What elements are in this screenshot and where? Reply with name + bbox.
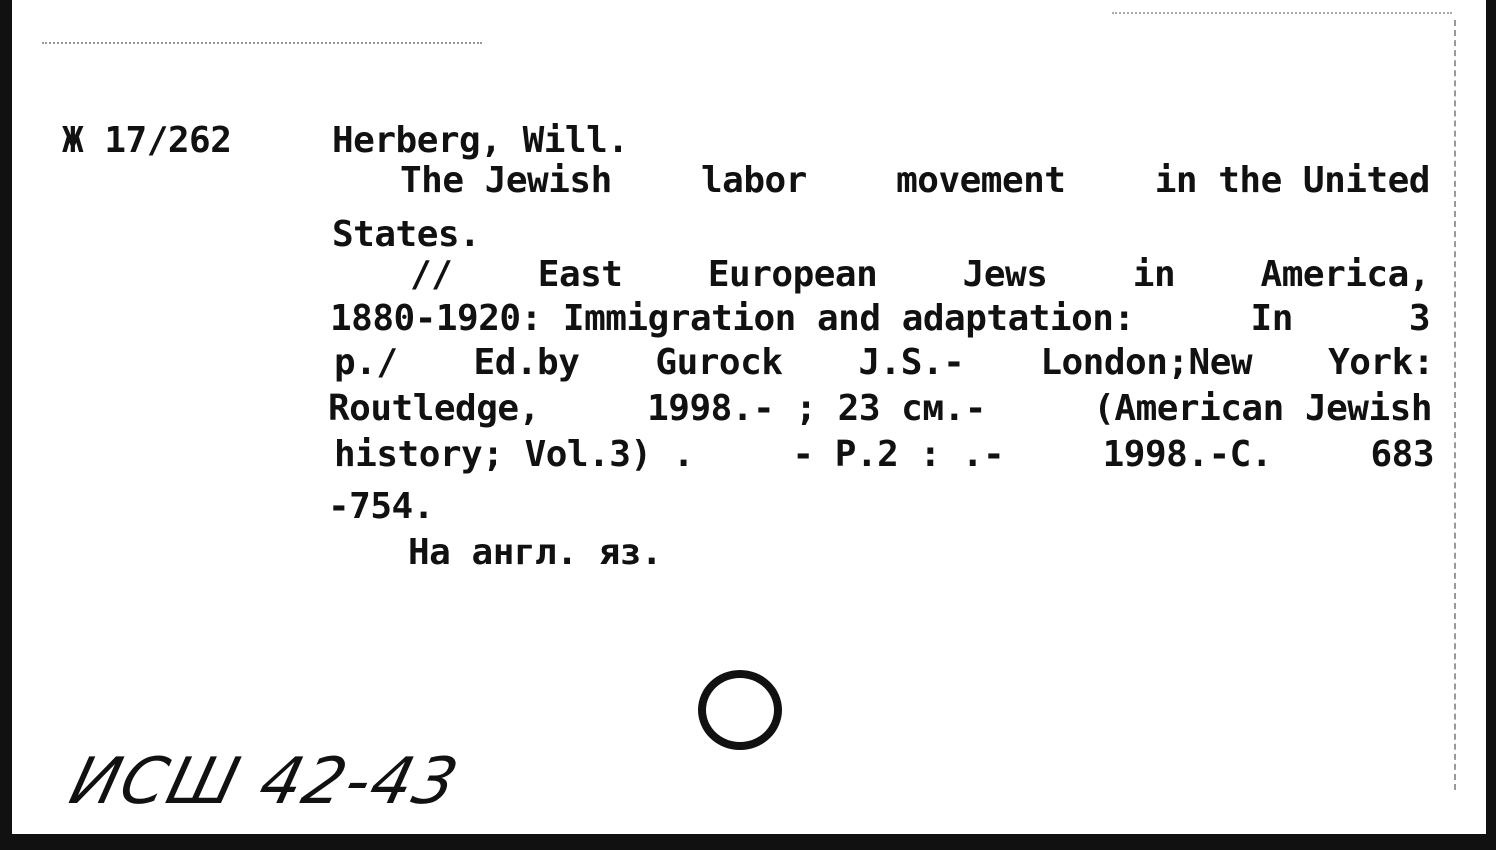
source-word: 683	[1370, 434, 1434, 475]
source-word: Gurock	[655, 342, 783, 383]
author: Herberg, Will.	[332, 120, 629, 161]
source-word: Jews	[962, 254, 1048, 295]
call-number: Ж 17/262	[62, 120, 232, 161]
card-edge-perforation	[1454, 20, 1456, 790]
source-word: 3	[1408, 298, 1430, 339]
source-word: Ed.by	[473, 342, 580, 383]
source-line-6: -754.	[328, 486, 434, 527]
source-word: America,	[1260, 254, 1430, 295]
title-word: labor	[700, 160, 807, 201]
title-line-1	[400, 158, 1430, 204]
source-line-5	[334, 432, 1434, 478]
source-word: - P.2 : .-	[792, 434, 1005, 475]
source-line-1	[410, 252, 1430, 298]
title-word: The Jewish	[400, 160, 612, 201]
handwritten-shelfmark: ИСШ 42-43	[62, 745, 467, 819]
source-word: (American Jewish	[1093, 388, 1432, 429]
title-line-2: States.	[332, 214, 481, 255]
source-word: London;New	[1040, 342, 1253, 383]
source-word: 1880-1920: Immigration and adaptation:	[330, 298, 1135, 339]
source-word: J.S.-	[858, 342, 965, 383]
source-line-4	[328, 386, 1432, 432]
source-word: European	[707, 254, 878, 295]
source-line-3	[334, 340, 1434, 386]
source-word: York:	[1328, 342, 1434, 383]
source-word: 1998.- ; 23 см.-	[647, 388, 986, 429]
source-word: East	[537, 254, 623, 295]
source-word: in	[1132, 254, 1176, 295]
language-note: На англ. яз.	[408, 532, 663, 573]
source-word: p./	[334, 342, 398, 383]
source-word: In	[1250, 298, 1293, 339]
scan-noise	[42, 42, 482, 44]
source-word: 1998.-C.	[1102, 434, 1273, 475]
source-word: history; Vol.3) .	[334, 434, 694, 475]
title-word: in the United	[1154, 160, 1430, 201]
card-punch-hole	[698, 670, 782, 750]
scan-noise	[1112, 12, 1452, 14]
source-word: Routledge,	[328, 388, 540, 429]
source-word: //	[410, 254, 453, 295]
source-line-2	[330, 296, 1430, 342]
title-word: movement	[896, 160, 1066, 201]
